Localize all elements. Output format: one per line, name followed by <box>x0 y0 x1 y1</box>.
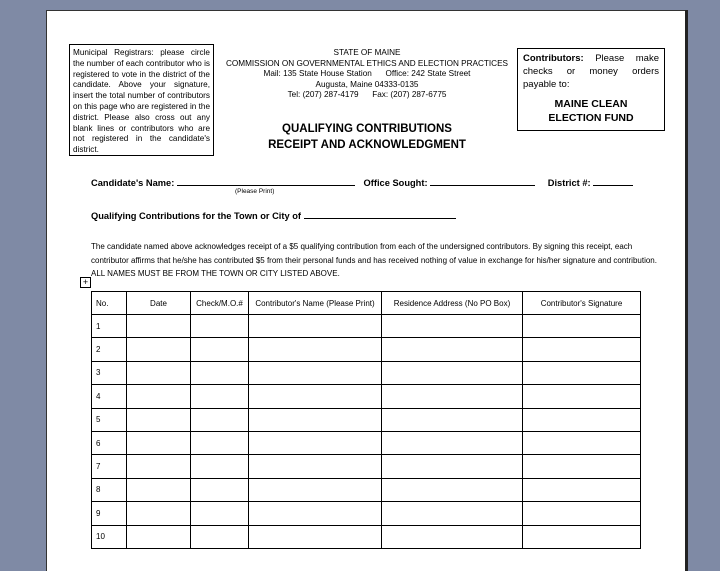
table-row <box>92 525 641 548</box>
signature-cell[interactable] <box>523 455 641 478</box>
header-residence-address: Residence Address (No PO Box) <box>382 292 523 315</box>
check-cell[interactable] <box>191 408 249 431</box>
row-number: 6 <box>92 431 127 454</box>
office-sought-label: Office Sought: <box>363 178 428 188</box>
signature-cell[interactable] <box>523 361 641 384</box>
address-cell[interactable] <box>382 502 523 525</box>
address-cell[interactable] <box>382 455 523 478</box>
table-row <box>92 361 641 384</box>
district-field[interactable] <box>593 176 633 186</box>
district-label: District #: <box>547 178 591 188</box>
date-cell[interactable] <box>127 385 191 408</box>
row-number: 5 <box>92 408 127 431</box>
state-label: STATE OF MAINE <box>333 48 401 57</box>
date-cell[interactable] <box>127 502 191 525</box>
name-cell[interactable] <box>249 338 382 361</box>
row-number: 2 <box>92 338 127 361</box>
check-cell[interactable] <box>191 525 249 548</box>
check-cell[interactable] <box>191 455 249 478</box>
table-row <box>92 431 641 454</box>
row-number: 8 <box>92 478 127 501</box>
header-signature: Contributor's Signature <box>523 292 641 315</box>
name-cell[interactable] <box>249 525 382 548</box>
fund-name <box>523 97 659 125</box>
table-row <box>92 408 641 431</box>
date-cell[interactable] <box>127 315 191 338</box>
check-cell[interactable] <box>191 431 249 454</box>
form-header <box>217 48 517 101</box>
telephone: Tel: (207) 287-4179 <box>287 90 359 99</box>
row-number: 10 <box>92 525 127 548</box>
signature-cell[interactable] <box>523 315 641 338</box>
table-row <box>92 315 641 338</box>
signature-cell[interactable] <box>523 338 641 361</box>
town-label: Qualifying Contributions for the Town or City of <box>91 211 302 221</box>
date-cell[interactable] <box>127 431 191 454</box>
date-cell[interactable] <box>127 361 191 384</box>
row-number: 9 <box>92 502 127 525</box>
check-cell[interactable] <box>191 361 249 384</box>
title-line-1: QUALIFYING CONTRIBUTIONS <box>282 123 452 135</box>
signature-cell[interactable] <box>523 478 641 501</box>
header-contributor-name: Contributor's Name (Please Print) <box>249 292 382 315</box>
header-check: Check/M.O.# <box>191 292 249 315</box>
table-move-handle-icon[interactable]: + <box>80 277 91 288</box>
candidate-row <box>91 176 633 188</box>
table-row <box>92 338 641 361</box>
form-page <box>46 10 685 571</box>
address-cell[interactable] <box>382 431 523 454</box>
name-cell[interactable] <box>249 361 382 384</box>
table-row <box>92 502 641 525</box>
check-cell[interactable] <box>191 502 249 525</box>
mail-address: Mail: 135 State House Station <box>263 69 372 78</box>
table-header-row <box>92 292 641 315</box>
date-cell[interactable] <box>127 338 191 361</box>
check-cell[interactable] <box>191 478 249 501</box>
contributors-text: Please make checks or money orders payable to: <box>523 53 659 90</box>
contributors-lead: Contributors: <box>523 53 584 64</box>
date-cell[interactable] <box>127 525 191 548</box>
date-cell[interactable] <box>127 478 191 501</box>
title-line-2: RECEIPT AND ACKNOWLEDGMENT <box>268 139 466 151</box>
candidate-name-field[interactable] <box>177 176 355 186</box>
date-cell[interactable] <box>127 408 191 431</box>
signature-cell[interactable] <box>523 385 641 408</box>
name-cell[interactable] <box>249 455 382 478</box>
name-cell[interactable] <box>249 478 382 501</box>
city-address: Augusta, Maine 04333-0135 <box>315 79 419 89</box>
table-row <box>92 385 641 408</box>
date-cell[interactable] <box>127 455 191 478</box>
check-cell[interactable] <box>191 385 249 408</box>
address-cell[interactable] <box>382 408 523 431</box>
fund-line-1: MAINE CLEAN <box>554 98 628 110</box>
acknowledgment-text: The candidate named above acknowledges receipt of a $5 qualifying contribution from each of the undersigned contributors. By signing this receipt, each contributor affirms that he/she has contributed $5 from their personal funds and has received nothing of value in exchange for his/her signature and contribution. ALL NAMES MUST BE FROM THE TOWN OR CITY LISTED ABOVE. <box>91 242 657 278</box>
contributions-table <box>91 291 641 549</box>
name-cell[interactable] <box>249 385 382 408</box>
candidate-name-label: Candidate's Name: <box>91 178 175 188</box>
signature-cell[interactable] <box>523 431 641 454</box>
table-row <box>92 478 641 501</box>
name-cell[interactable] <box>249 502 382 525</box>
signature-cell[interactable] <box>523 525 641 548</box>
signature-cell[interactable] <box>523 502 641 525</box>
town-field[interactable] <box>304 209 456 219</box>
please-print-note: (Please Print) <box>235 188 275 195</box>
check-cell[interactable] <box>191 315 249 338</box>
address-cell[interactable] <box>382 338 523 361</box>
address-cell[interactable] <box>382 478 523 501</box>
table-row <box>92 455 641 478</box>
fax: Fax: (207) 287-6775 <box>372 90 447 99</box>
contributors-payable-box <box>517 48 665 131</box>
office-address: Office: 242 State Street <box>385 69 471 78</box>
name-cell[interactable] <box>249 408 382 431</box>
signature-cell[interactable] <box>523 408 641 431</box>
fund-line-2: ELECTION FUND <box>548 112 634 124</box>
name-cell[interactable] <box>249 315 382 338</box>
address-cell[interactable] <box>382 385 523 408</box>
registrar-instructions <box>69 44 214 156</box>
address-cell[interactable] <box>382 361 523 384</box>
header-no: No. <box>92 292 127 315</box>
office-sought-field[interactable] <box>430 176 535 186</box>
row-number: 4 <box>92 385 127 408</box>
name-cell[interactable] <box>249 431 382 454</box>
header-date: Date <box>127 292 191 315</box>
row-number: 1 <box>92 315 127 338</box>
check-cell[interactable] <box>191 338 249 361</box>
town-row <box>91 209 456 221</box>
row-number: 3 <box>92 361 127 384</box>
address-cell[interactable] <box>382 315 523 338</box>
commission-label: COMMISSION ON GOVERNMENTAL ETHICS AND ELECTION PRACTICES <box>225 58 509 68</box>
address-cell[interactable] <box>382 525 523 548</box>
form-title <box>242 121 492 153</box>
registrar-note: Municipal Registrars: please circle the number of each contributor who is registered to vote in the district of the candidate. Above your signature, insert the total number of contributors on this page who are registered in the district. Please also cross out any blank lines or contributors who are not registered in the candidate's district. <box>73 48 211 155</box>
row-number: 7 <box>92 455 127 478</box>
